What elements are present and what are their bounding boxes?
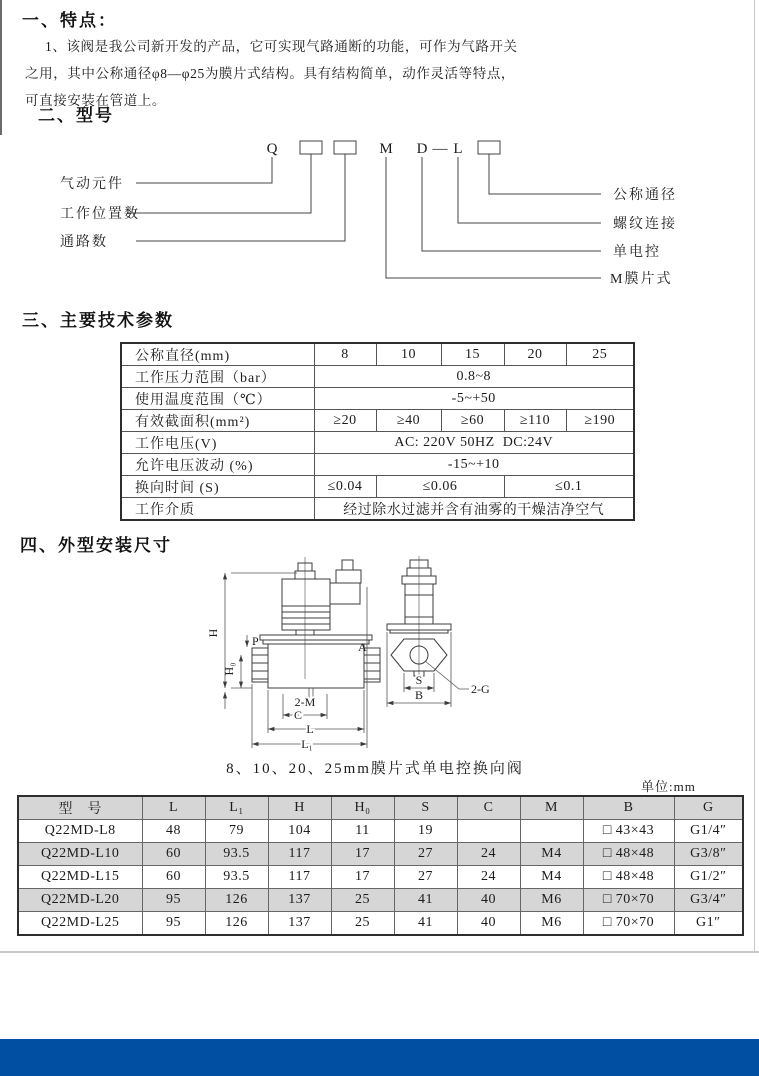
- param-value: 10: [376, 343, 441, 366]
- dim-label-l1: L₁: [301, 737, 313, 751]
- table-row: [18, 866, 743, 889]
- table-row: [121, 432, 634, 454]
- param-label: 工作电压(V): [121, 432, 314, 454]
- cell: 93.5: [205, 866, 268, 889]
- cell: 126: [205, 889, 268, 912]
- dim-label-h0: H₀: [222, 662, 236, 676]
- cell: 137: [268, 889, 331, 912]
- cell: 95: [142, 912, 205, 936]
- table-row: [18, 889, 743, 912]
- leader-line: [422, 157, 601, 251]
- outline-drawing: [195, 551, 575, 753]
- cell: 41: [394, 912, 457, 936]
- model-code-letter-m: M: [379, 141, 393, 157]
- tech-params-table: [120, 342, 635, 521]
- cell: 19: [394, 820, 457, 843]
- col-header: H₀: [331, 796, 394, 820]
- param-value: -15~+10: [314, 454, 634, 476]
- cell: 27: [394, 843, 457, 866]
- col-header: H: [268, 796, 331, 820]
- param-label: 允许电压波动 (%): [121, 454, 314, 476]
- cell: 40: [457, 889, 520, 912]
- cell: 117: [268, 866, 331, 889]
- col-header: L₁: [205, 796, 268, 820]
- cell: 104: [268, 820, 331, 843]
- table-row: [121, 454, 634, 476]
- param-label: 有效截面积(mm²): [121, 410, 314, 432]
- model-code-dash: —: [432, 141, 448, 157]
- intro-line: 可直接安装在管道上。: [25, 93, 166, 108]
- cell: G1/2″: [674, 866, 743, 889]
- section-title-features: 一、特点：: [22, 11, 117, 30]
- table-row: [121, 366, 634, 388]
- dim-label-l: L: [306, 722, 314, 736]
- param-label: 工作介质: [121, 498, 314, 521]
- dim-label-s: S: [415, 673, 423, 687]
- col-header: C: [457, 796, 520, 820]
- cell: G3/8″: [674, 843, 743, 866]
- page-left-edge: [0, 0, 2, 135]
- cell: 117: [268, 843, 331, 866]
- model-code-box-positions: [300, 141, 322, 154]
- param-label: 换向时间 (S): [121, 476, 314, 498]
- cell: 25: [331, 912, 394, 936]
- col-header: 型 号: [18, 796, 142, 820]
- param-value: 0.8~8: [314, 366, 634, 388]
- leader-line: [489, 154, 601, 194]
- param-value: 25: [566, 343, 634, 366]
- section-title-model: 二、型号: [38, 106, 114, 125]
- cell: G3/4″: [674, 889, 743, 912]
- cell: Q22MD-L10: [18, 843, 142, 866]
- side-view-dimensions: [206, 573, 367, 751]
- cell: □ 48×48: [583, 866, 674, 889]
- param-value: -5~+50: [314, 388, 634, 410]
- page-bottom-divider: [0, 951, 759, 953]
- cell: □ 70×70: [583, 912, 674, 936]
- cell: 137: [268, 912, 331, 936]
- cell: 41: [394, 889, 457, 912]
- leader-line: [458, 157, 601, 223]
- leader-line: [386, 157, 601, 278]
- cell: 17: [331, 866, 394, 889]
- cell: 93.5: [205, 843, 268, 866]
- param-label: 使用温度范围（℃）: [121, 388, 314, 410]
- valve-front-view: [387, 556, 451, 676]
- param-value: ≤0.04: [314, 476, 376, 498]
- table-row: [121, 498, 634, 521]
- param-value: 20: [504, 343, 566, 366]
- table-row: [18, 843, 743, 866]
- col-header: M: [520, 796, 583, 820]
- unit-label: 单位:mm: [641, 779, 696, 794]
- section-title-dimensions: 四、外型安装尺寸: [20, 536, 172, 555]
- cell: 79: [205, 820, 268, 843]
- cell: [520, 820, 583, 843]
- intro-line: 1、该阀是我公司新开发的产品，它可实现气路通断的功能，可作为气路开关: [45, 39, 518, 54]
- param-value: 8: [314, 343, 376, 366]
- param-value: ≤0.1: [504, 476, 634, 498]
- cell: 48: [142, 820, 205, 843]
- drawing-caption: 8、10、20、25mm膜片式单电控换向阀: [226, 761, 524, 777]
- cell: [457, 820, 520, 843]
- model-label-thread: 螺纹连接: [613, 217, 677, 232]
- cell: M4: [520, 843, 583, 866]
- param-value: AC: 220V 50HZ DC:24V: [314, 432, 634, 454]
- intro-line: 之用，其中公称通径φ8—φ25为膜片式结构。具有结构简单，动作灵活等特点，: [25, 66, 516, 81]
- cell: 60: [142, 866, 205, 889]
- dim-label-2m: 2-M: [294, 695, 316, 709]
- model-code-letter-q: Q: [266, 141, 278, 157]
- cell: G1″: [674, 912, 743, 936]
- model-code-box-bore: [478, 141, 500, 154]
- param-value: ≥40: [376, 410, 441, 432]
- cell: 40: [457, 912, 520, 936]
- leader-line: [136, 154, 345, 241]
- param-value: 15: [441, 343, 504, 366]
- model-label-pneumatic: 气动元件: [60, 177, 124, 192]
- cell: M6: [520, 912, 583, 936]
- cell: 27: [394, 866, 457, 889]
- param-value: ≤0.06: [376, 476, 504, 498]
- cell: 95: [142, 889, 205, 912]
- table-row: [121, 388, 634, 410]
- col-header: G: [674, 796, 743, 820]
- model-label-ways: 通路数: [60, 235, 108, 250]
- valve-side-view: [252, 557, 380, 698]
- cell: 24: [457, 866, 520, 889]
- cell: Q22MD-L20: [18, 889, 142, 912]
- param-label: 工作压力范围（bar）: [121, 366, 314, 388]
- footer-bar: [0, 1039, 759, 1076]
- dimension-table: [17, 795, 744, 936]
- cell: 24: [457, 843, 520, 866]
- col-header: B: [583, 796, 674, 820]
- cell: Q22MD-L25: [18, 912, 142, 936]
- col-header: S: [394, 796, 457, 820]
- cell: 17: [331, 843, 394, 866]
- cell: 11: [331, 820, 394, 843]
- cell: □ 43×43: [583, 820, 674, 843]
- dim-label-a: A: [358, 640, 367, 654]
- cell: □ 70×70: [583, 889, 674, 912]
- model-code-letter-d: D: [416, 141, 428, 157]
- model-code-letter-l: L: [453, 141, 463, 157]
- model-label-single-solenoid: 单电控: [613, 245, 661, 260]
- cell: 126: [205, 912, 268, 936]
- dim-label-h: H: [206, 628, 220, 638]
- model-label-bore: 公称通径: [613, 188, 677, 203]
- model-label-diaphragm: M膜片式: [610, 272, 673, 287]
- model-label-positions: 工作位置数: [60, 207, 140, 222]
- leader-line: [136, 157, 272, 183]
- dim-label-b: B: [414, 688, 424, 702]
- table-row: [18, 820, 743, 843]
- table-row: [18, 912, 743, 936]
- table-row: [121, 410, 634, 432]
- param-value: ≥190: [566, 410, 634, 432]
- model-code-diagram: [0, 133, 759, 305]
- cell: Q22MD-L8: [18, 820, 142, 843]
- table-row: [121, 343, 634, 366]
- table-row: [121, 476, 634, 498]
- table-header-row: [18, 796, 743, 820]
- model-code-box-ways: [334, 141, 356, 154]
- param-value: ≥60: [441, 410, 504, 432]
- col-header: L: [142, 796, 205, 820]
- param-value: ≥20: [314, 410, 376, 432]
- cell: 25: [331, 889, 394, 912]
- cell: M4: [520, 866, 583, 889]
- cell: Q22MD-L15: [18, 866, 142, 889]
- section-title-parameters: 三、主要技术参数: [22, 311, 174, 330]
- cell: M6: [520, 889, 583, 912]
- param-value: ≥110: [504, 410, 566, 432]
- dim-label-p: P: [252, 634, 259, 648]
- dim-label-2g: 2-G: [471, 682, 490, 696]
- cell: 60: [142, 843, 205, 866]
- cell: □ 48×48: [583, 843, 674, 866]
- dim-label-c: C: [293, 708, 303, 722]
- cell: G1/4″: [674, 820, 743, 843]
- param-value: 经过除水过滤并含有油雾的干燥洁净空气: [314, 498, 634, 521]
- param-label: 公称直径(mm): [121, 343, 314, 366]
